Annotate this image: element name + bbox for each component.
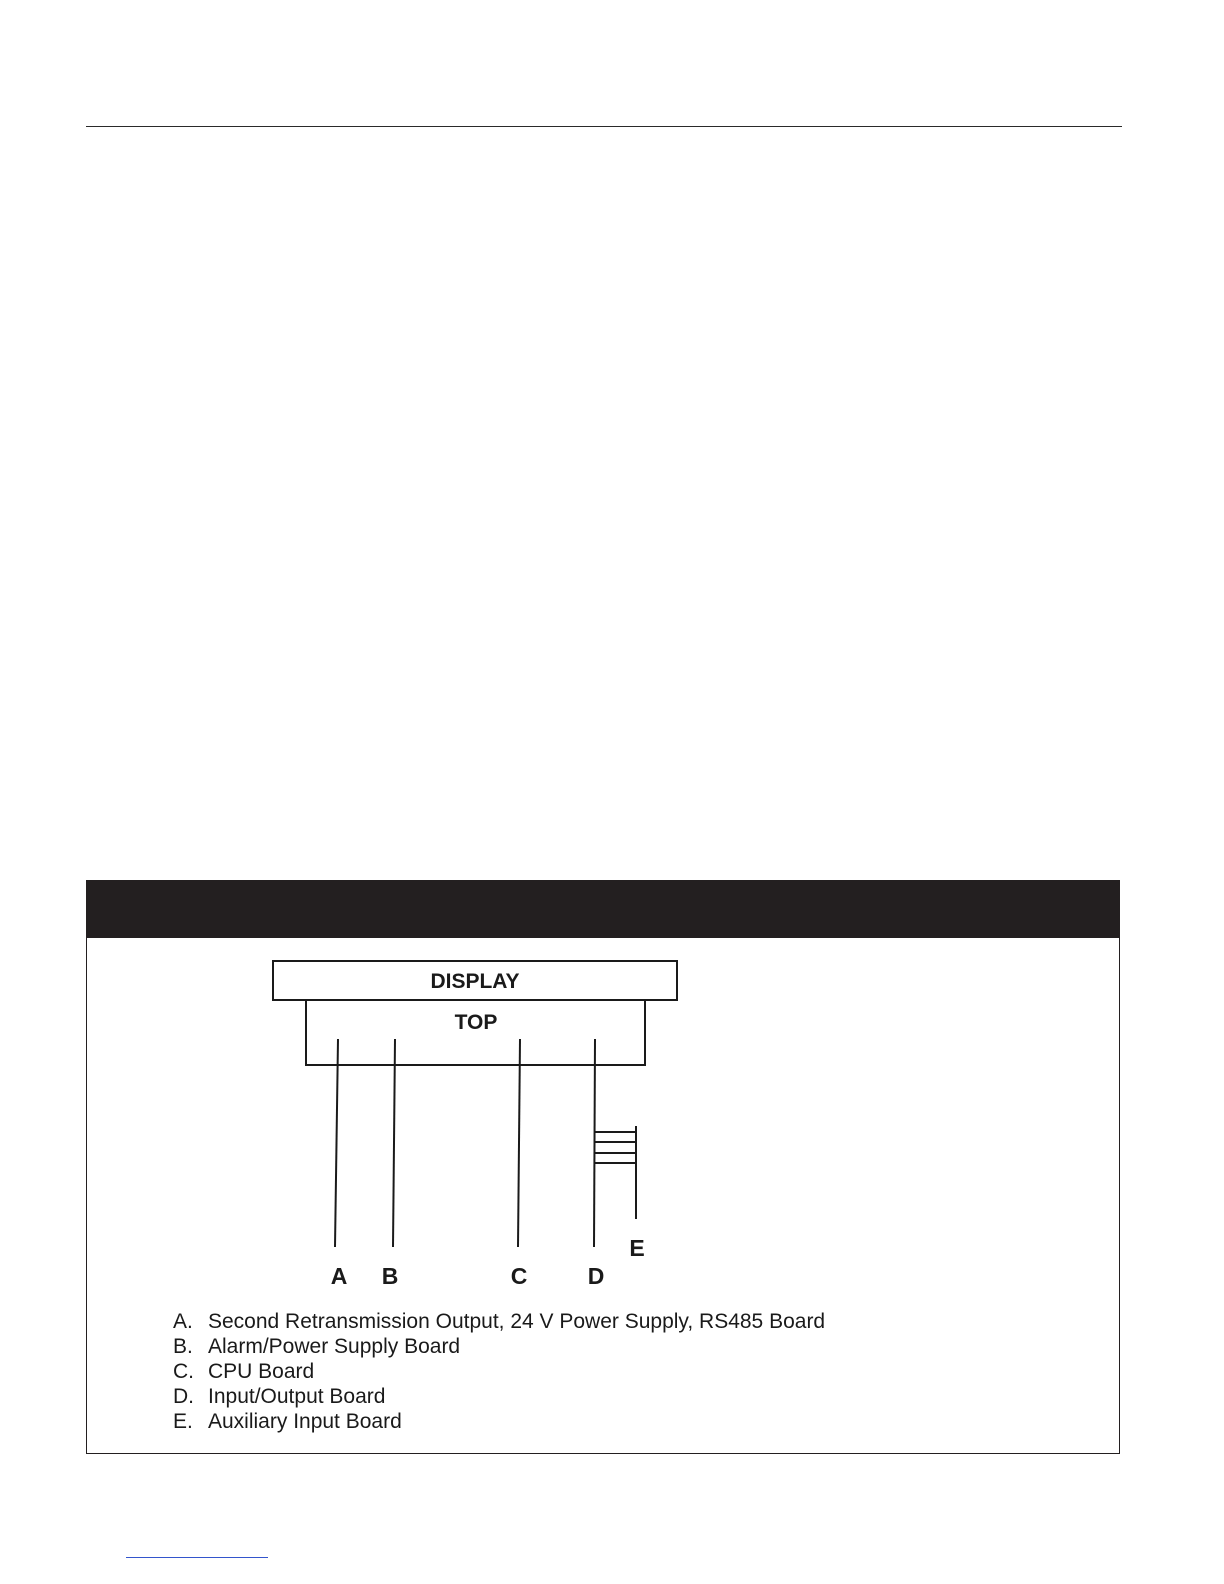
legend-text: CPU Board <box>208 1360 315 1383</box>
legend-key: C. <box>173 1360 194 1383</box>
legend-key: D. <box>173 1385 194 1408</box>
leader-line-b <box>393 1039 395 1247</box>
callout-c: C <box>510 1263 528 1289</box>
footer-link-underline[interactable] <box>126 1557 268 1558</box>
top-rule <box>86 126 1122 127</box>
legend-text: Auxiliary Input Board <box>208 1410 402 1433</box>
legend-key: B. <box>173 1335 193 1358</box>
legend-item <box>173 1359 825 1384</box>
legend-key: E. <box>173 1410 193 1433</box>
legend-text: Input/Output Board <box>208 1385 386 1408</box>
legend-text: Alarm/Power Supply Board <box>208 1335 461 1358</box>
callout-b: B <box>381 1263 399 1289</box>
legend-text: Second Retransmission Output, 24 V Power Supply, RS485 Board <box>208 1310 826 1333</box>
legend-list <box>173 1309 825 1434</box>
callout-a: A <box>330 1263 348 1289</box>
leader-line-a <box>335 1039 338 1247</box>
auxiliary-board-bracket <box>594 1126 636 1219</box>
legend-key: A. <box>173 1310 193 1333</box>
display-label: DISPLAY <box>430 970 520 993</box>
callout-d: D <box>587 1263 605 1289</box>
legend-item <box>173 1409 825 1434</box>
top-label: TOP <box>454 1011 498 1034</box>
legend-item <box>173 1384 825 1409</box>
callout-e: E <box>629 1235 645 1261</box>
legend-item <box>173 1309 825 1334</box>
leader-line-c <box>518 1039 520 1247</box>
legend-item <box>173 1334 825 1359</box>
figure-box <box>86 880 1120 1454</box>
